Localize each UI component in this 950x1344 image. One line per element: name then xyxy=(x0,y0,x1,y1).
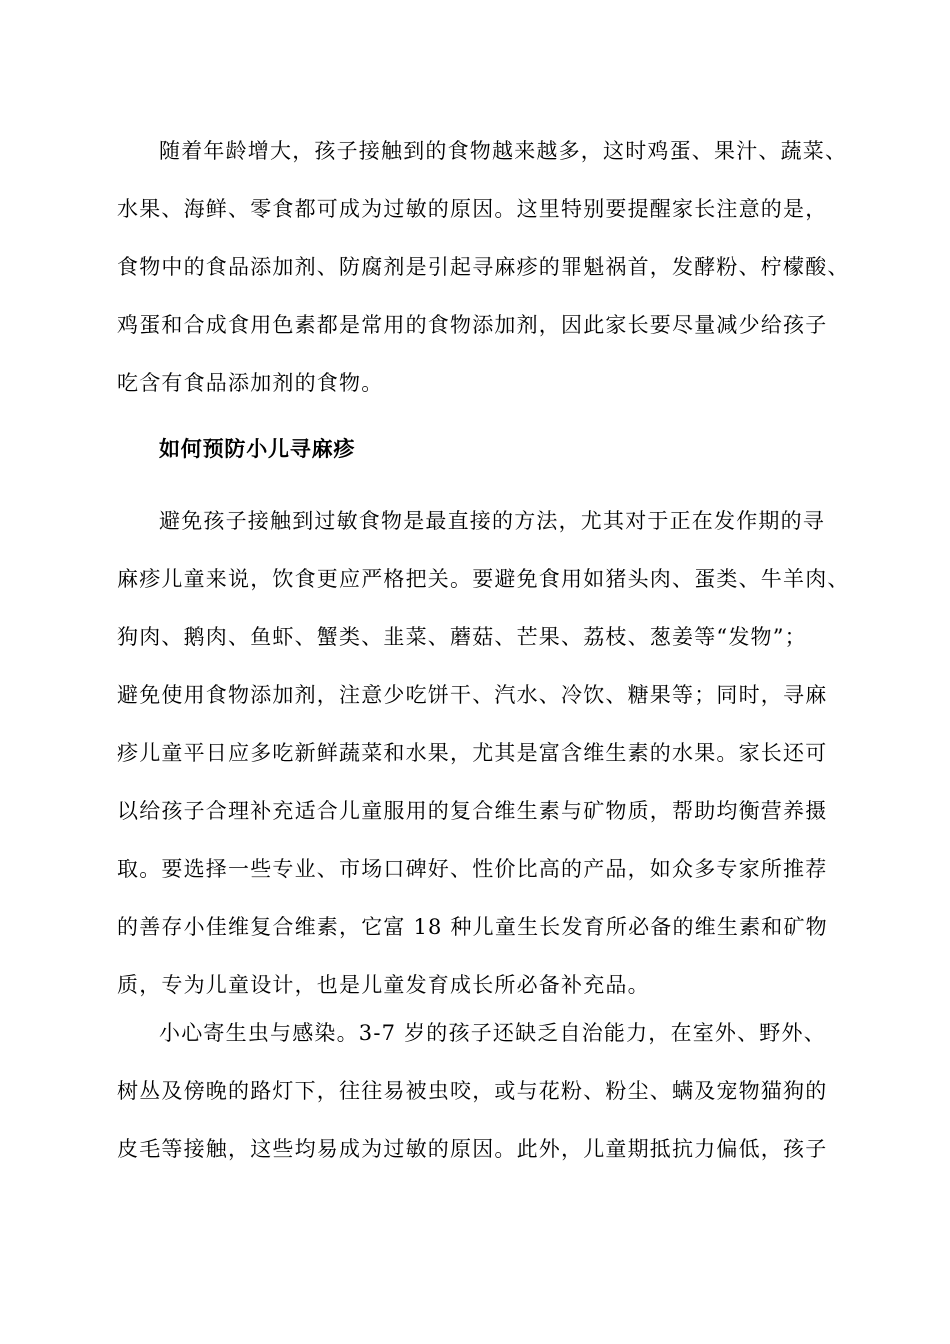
text-line: 避免孩子接触到过敏食物是最直接的方法，尤其对于正在发作期的寻 xyxy=(159,509,825,533)
text-line: 随着年龄增大，孩子接触到的食物越来越多，这时鸡蛋、果汁、蔬菜、 xyxy=(159,139,848,163)
text-line: 鸡蛋和合成食用色素都是常用的食物添加剂，因此家长要尽量减少给孩子 xyxy=(117,313,828,337)
text-line: 狗肉、鹅肉、鱼虾、蟹类、韭菜、蘑菇、芒果、荔枝、葱姜等“发物”； xyxy=(117,625,807,649)
text-line: 吃含有食品添加剂的食物。 xyxy=(117,371,384,395)
text-line: 以给孩子合理补充适合儿童服用的复合维生素与矿物质，帮助均衡营养摄 xyxy=(117,799,828,823)
text-line: 树丛及傍晚的路灯下，往往易被虫咬，或与花粉、粉尘、螨及宠物猫狗的 xyxy=(117,1079,828,1103)
text-line: 皮毛等接触，这些均易成为过敏的原因。此外，儿童期抵抗力偏低，孩子 xyxy=(117,1137,828,1161)
paragraph-prevention-diet xyxy=(117,492,850,1014)
text-line: 质，专为儿童设计，也是儿童发育成长所必备补充品。 xyxy=(117,973,650,997)
text-line: 避免使用食物添加剂，注意少吃饼干、汽水、冷饮、糖果等；同时，寻麻 xyxy=(117,683,828,707)
paragraph-parasites-infection xyxy=(117,1004,837,1178)
text-line: 食物中的食品添加剂、防腐剂是引起寻麻疹的罪魁祸首，发酵粉、柠檬酸、 xyxy=(117,255,850,279)
text-line: 的善存小佳维复合维素，它富 18 种儿童生长发育所必备的维生素和矿物 xyxy=(117,915,828,939)
text-line: 疹儿童平日应多吃新鲜蔬菜和水果，尤其是富含维生素的水果。家长还可 xyxy=(117,741,828,765)
paragraph-food-allergy-causes xyxy=(117,122,850,412)
text-line: 水果、海鲜、零食都可成为过敏的原因。这里特别要提醒家长注意的是， xyxy=(117,197,828,221)
text-line: 麻疹儿童来说，饮食更应严格把关。要避免食用如猪头肉、蛋类、牛羊肉、 xyxy=(117,567,850,591)
section-heading: 如何预防小儿寻麻疹 xyxy=(159,436,356,461)
text-line: 小心寄生虫与感染。3-7 岁的孩子还缺乏自治能力，在室外、野外、 xyxy=(159,1021,826,1045)
text-line: 取。要选择一些专业、市场口碑好、性价比高的产品，如众多专家所推荐 xyxy=(117,857,828,881)
